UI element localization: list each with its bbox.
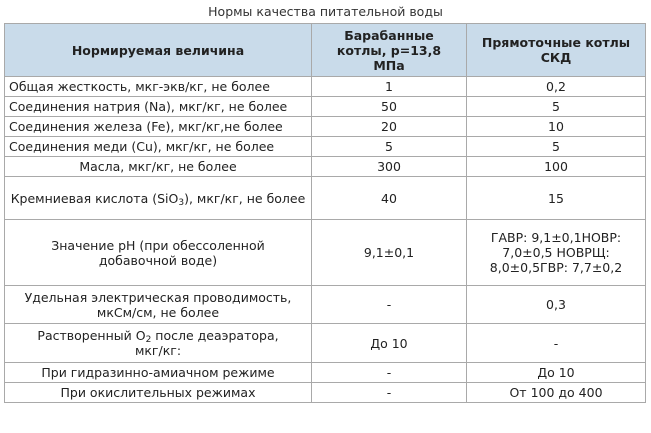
row-label: Соединения натрия (Na), мкг/кг, не более (5, 97, 312, 117)
once-through-value: От 100 до 400 (467, 383, 646, 403)
once-through-value: 100 (467, 157, 646, 177)
once-through-value: 10 (467, 117, 646, 137)
once-through-value: - (467, 324, 646, 363)
header-drum-boilers: Барабанные котлы, р=13,8 МПа (312, 24, 467, 77)
drum-value: До 10 (312, 324, 467, 363)
drum-value: - (312, 363, 467, 383)
row-label: Значение pH (при обессоленной добавочной воде) (5, 220, 312, 286)
drum-value: 40 (312, 177, 467, 220)
table-row (5, 220, 646, 286)
header-parameter: Нормируемая величина (5, 24, 312, 77)
once-through-value: 15 (467, 177, 646, 220)
row-label: Соединения меди (Cu), мкг/кг, не более (5, 137, 312, 157)
row-label: Общая жесткость, мкг-экв/кг, не более (5, 77, 312, 97)
row-label: При окислительных режимах (5, 383, 312, 403)
table-row (5, 137, 646, 157)
drum-value: 5 (312, 137, 467, 157)
drum-value: 300 (312, 157, 467, 177)
once-through-value: 0,3 (467, 286, 646, 324)
table-caption: Нормы качества питательной воды (208, 4, 443, 19)
drum-value: - (312, 383, 467, 403)
table-row (5, 363, 646, 383)
once-through-value: 0,2 (467, 77, 646, 97)
row-label: Масла, мкг/кг, не более (5, 157, 312, 177)
table-row (5, 177, 646, 220)
once-through-value: До 10 (467, 363, 646, 383)
table-row (5, 117, 646, 137)
row-label: Соединения железа (Fe), мкг/кг,не более (5, 117, 312, 137)
drum-value: - (312, 286, 467, 324)
drum-value: 1 (312, 77, 467, 97)
row-label: При гидразинно-амиачном режиме (5, 363, 312, 383)
once-through-value: 5 (467, 137, 646, 157)
row-label: Растворенный $O_2$ после деаэратора, мкг/кг: (5, 324, 312, 363)
drum-value: 20 (312, 117, 467, 137)
once-through-value: 5 (467, 97, 646, 117)
water-quality-table (4, 23, 646, 403)
drum-value: 50 (312, 97, 467, 117)
row-label: Кремниевая кислота (SiO$_3$), мкг/кг, не более (5, 177, 312, 220)
drum-value: 9,1±0,1 (312, 220, 467, 286)
table-row (5, 286, 646, 324)
table-row (5, 324, 646, 363)
once-through-value: ГАВР: 9,1±0,1НОВР: 7,0±0,5 НОВРЩ: 8,0±0,5ГВР: 7,7±0,2 (467, 220, 646, 286)
row-label: Удельная электрическая проводимость, мкСм/см, не более (5, 286, 312, 324)
header-row (5, 24, 646, 77)
table-row (5, 383, 646, 403)
table-row (5, 97, 646, 117)
header-once-through-boilers: Прямоточные котлы СКД (467, 24, 646, 77)
table-row (5, 157, 646, 177)
table-row (5, 77, 646, 97)
